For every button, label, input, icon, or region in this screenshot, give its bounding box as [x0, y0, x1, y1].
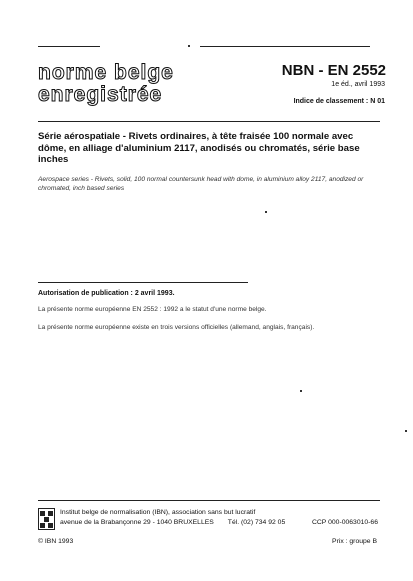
publication-rule	[38, 282, 248, 283]
brand-line-2: enregistrée	[38, 83, 163, 106]
versions-statement: La présente norme européenne existe en trois versions officielles (allemand, anglais, français).	[38, 324, 315, 331]
top-rule-left	[38, 46, 100, 47]
institute-address: avenue de la Brabançonne 29 - 1040 BRUXELLES	[60, 519, 214, 526]
side-mark	[405, 430, 407, 432]
institute-name: Institut belge de normalisation (IBN), association sans but lucratif	[60, 509, 256, 516]
classification-index: Indice de classement : N 01	[293, 98, 385, 105]
price-group: Prix : groupe B	[332, 538, 377, 545]
title-french: Série aérospatiale - Rivets ordinaires, à tête fraisée 100 normale avec dôme, en alliage d'aluminium 2117, anodisés ou chromatés, série base inches	[38, 131, 360, 165]
brand-title	[38, 62, 174, 106]
top-mark	[188, 45, 190, 47]
status-statement: La présente norme européenne EN 2552 : 1992 a le statut d'une norme belge.	[38, 306, 267, 313]
standard-code: NBN - EN 2552	[281, 62, 386, 79]
institute-address-line	[60, 519, 378, 526]
title-english: Aerospace series - Rivets, solid, 100 normal countersunk head with dome, in aluminium alloy 2117, anodized or chromated, inch based series	[38, 176, 364, 192]
ibn-logo-icon	[38, 508, 55, 530]
publication-authorization: Autorisation de publication : 2 avril 1993.	[38, 290, 175, 297]
edition-date: 1e éd., avril 1993	[331, 81, 385, 88]
top-rule-right	[200, 46, 370, 47]
footer-rule	[38, 500, 380, 501]
lower-mark	[300, 390, 302, 392]
copyright: © IBN 1993	[38, 538, 74, 545]
institute-ccp: CCP 000-0063010-66	[311, 519, 378, 526]
title-rule	[38, 121, 380, 122]
brand-line-1: norme belge	[38, 61, 174, 84]
institute-telephone: Tél. (02) 734 92 05	[227, 519, 286, 526]
mid-mark	[265, 211, 267, 213]
